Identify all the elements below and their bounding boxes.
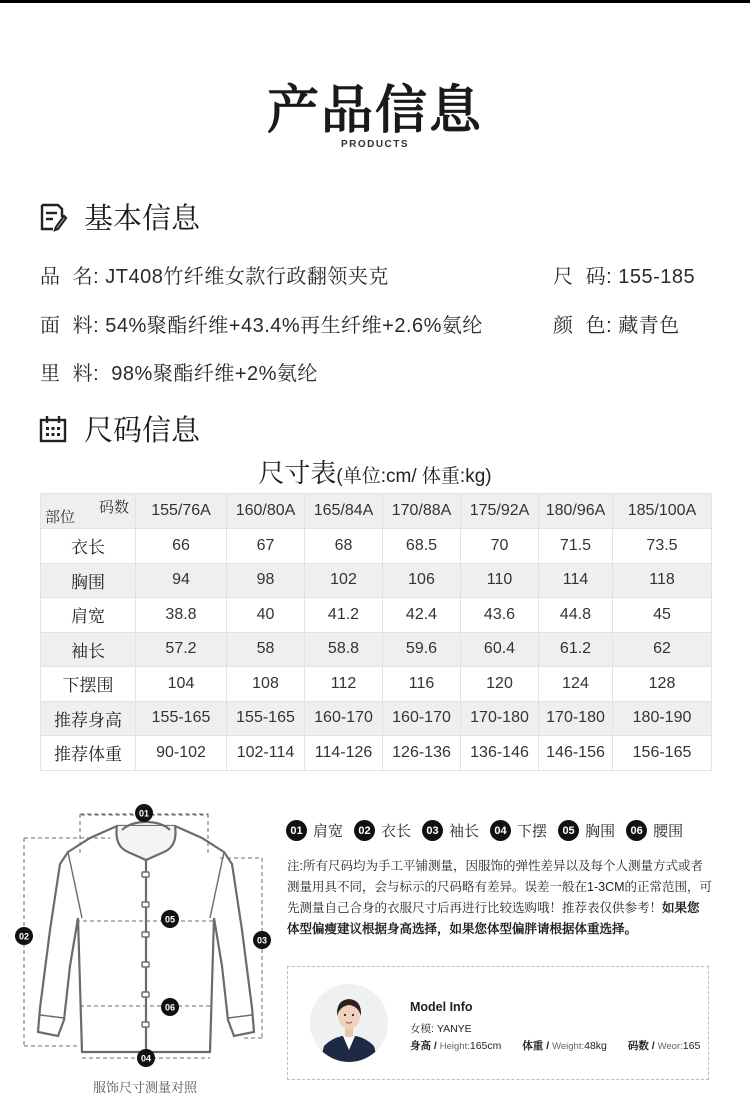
table-cell: 104 [136, 667, 227, 702]
model-name-label: 女模: [410, 1023, 434, 1035]
marker-04: 04 [140, 1053, 152, 1064]
model-name-value: YANYE [436, 1023, 472, 1035]
legend-item [422, 820, 479, 841]
table-cell: 44.8 [539, 598, 613, 633]
corner-size-label: 码数 [98, 499, 129, 516]
table-cell: 155-165 [227, 701, 305, 736]
table-cell: 118 [613, 563, 712, 598]
table-cell: 38.8 [136, 598, 227, 633]
row-label: 胸围 [41, 563, 136, 598]
table-cell: 120 [461, 667, 539, 702]
table-cell: 126-136 [383, 736, 461, 771]
table-cell: 136-146 [461, 736, 539, 771]
diagram-caption: 服饰尺寸测量对照 [92, 1080, 197, 1095]
table-row [41, 598, 712, 633]
row-label: 衣长 [41, 529, 136, 564]
fabric-label: 面 料: [40, 315, 100, 337]
measure-legend [286, 820, 694, 841]
table-cell: 71.5 [539, 529, 613, 564]
table-cell: 102-114 [227, 736, 305, 771]
table-cell: 114-126 [305, 736, 383, 771]
table-cell: 57.2 [136, 632, 227, 667]
model-name [410, 1021, 472, 1036]
table-row [41, 736, 712, 771]
color-value: 藏青色 [618, 315, 680, 337]
table-cell: 124 [539, 667, 613, 702]
legend-label: 袖长 [449, 823, 480, 840]
size-table-unit: (单位:cm/ 体重:kg) [336, 466, 492, 487]
table-cell: 102 [305, 563, 383, 598]
table-row [41, 701, 712, 736]
table-cell: 160-170 [383, 701, 461, 736]
corner-part-label: 部位 [45, 509, 76, 526]
size-table-caption [0, 453, 750, 490]
legend-number-badge: 03 [422, 820, 443, 841]
table-cell: 108 [227, 667, 305, 702]
table-cell: 62 [613, 632, 712, 667]
table-cell: 40 [227, 598, 305, 633]
table-cell: 41.2 [305, 598, 383, 633]
table-cell: 68.5 [383, 529, 461, 564]
size-range-row [553, 260, 695, 289]
legend-item [354, 820, 411, 841]
table-row [41, 563, 712, 598]
size-column-header: 185/100A [613, 494, 712, 529]
size-column-header: 165/84A [305, 494, 383, 529]
lining-value: 98%聚酯纤维+2%氨纶 [105, 363, 318, 385]
model-portrait-image [310, 984, 388, 1062]
jacket-measurement-diagram [10, 800, 280, 1070]
lining-row [40, 357, 318, 386]
model-height: 身高 / Height:165cm [410, 1040, 502, 1052]
row-label: 推荐身高 [41, 701, 136, 736]
table-cell: 170-180 [461, 701, 539, 736]
product-name-row [40, 260, 389, 289]
legend-number-badge: 05 [558, 820, 579, 841]
table-cell: 170-180 [539, 701, 613, 736]
color-label: 颜 色: [553, 315, 613, 337]
table-cell: 155-165 [136, 701, 227, 736]
table-cell: 112 [305, 667, 383, 702]
lining-label: 里 料: [40, 363, 100, 385]
table-row [41, 529, 712, 564]
table-cell: 90-102 [136, 736, 227, 771]
marker-02: 02 [18, 931, 30, 942]
legend-number-badge: 01 [286, 820, 307, 841]
table-row [41, 632, 712, 667]
model-weight: 体重 / Weight:48kg [522, 1040, 607, 1052]
product-name-value: JT408竹纤维女款行政翻领夹克 [105, 266, 389, 288]
model-avatar [310, 984, 388, 1062]
table-cell: 98 [227, 563, 305, 598]
row-label: 下摆围 [41, 667, 136, 702]
table-cell: 116 [383, 667, 461, 702]
table-cell: 45 [613, 598, 712, 633]
model-stats [410, 1038, 700, 1053]
legend-item [558, 820, 615, 841]
table-cell: 73.5 [613, 529, 712, 564]
legend-item [490, 820, 547, 841]
size-range-value: 155-185 [618, 266, 696, 288]
size-table-title: 尺寸表 [258, 458, 337, 488]
document-edit-icon [38, 202, 68, 232]
note-text: 注:所有尺码均为手工平铺测量，因服饰的弹性差异以及每个人测量方式或者测量用具不同，会与标示的尺码略有差异。误差一般在1-3CM的正常范围，可先测量自己合身的衣服尺寸后再进行比较选购哦！推荐表仅供参考！ [287, 859, 713, 915]
table-cell: 61.2 [539, 632, 613, 667]
page-title: 产品信息 [266, 82, 483, 140]
legend-label: 肩宽 [313, 823, 344, 840]
size-column-header: 180/96A [539, 494, 613, 529]
measure-note [287, 856, 712, 940]
basic-info-title: 基本信息 [84, 203, 201, 235]
table-cell: 180-190 [613, 701, 712, 736]
legend-item [626, 820, 683, 841]
marker-06: 06 [164, 1002, 176, 1013]
legend-label: 下摆 [517, 823, 548, 840]
table-cell: 94 [136, 563, 227, 598]
model-info-card [287, 966, 709, 1080]
fabric-value: 54%聚酯纤维+43.4%再生纤维+2.6%氨纶 [105, 315, 483, 337]
table-cell: 60.4 [461, 632, 539, 667]
table-cell: 58 [227, 632, 305, 667]
legend-label: 胸围 [585, 823, 616, 840]
table-cell: 106 [383, 563, 461, 598]
page-subtitle: PRODUCTS [340, 139, 410, 150]
size-column-header: 155/76A [136, 494, 227, 529]
table-row [41, 667, 712, 702]
color-row [553, 309, 680, 338]
legend-label: 衣长 [381, 823, 412, 840]
product-name-label: 品 名: [40, 266, 100, 288]
table-cell: 128 [613, 667, 712, 702]
marker-05: 05 [164, 914, 176, 925]
basic-info-heading [38, 196, 200, 237]
table-cell: 114 [539, 563, 613, 598]
size-column-header: 160/80A [227, 494, 305, 529]
size-column-header: 170/88A [383, 494, 461, 529]
row-label: 肩宽 [41, 598, 136, 633]
table-cell: 67 [227, 529, 305, 564]
table-cell: 70 [461, 529, 539, 564]
table-cell: 58.8 [305, 632, 383, 667]
marker-03: 03 [256, 935, 268, 946]
calendar-grid-icon [38, 414, 68, 444]
row-label: 推荐体重 [41, 736, 136, 771]
model-size: 码数 / Weor:165 [627, 1040, 701, 1052]
legend-number-badge: 06 [626, 820, 647, 841]
table-cell: 42.4 [383, 598, 461, 633]
table-cell: 146-156 [539, 736, 613, 771]
legend-item [286, 820, 343, 841]
table-cell: 59.6 [383, 632, 461, 667]
row-label: 袖长 [41, 632, 136, 667]
table-cell: 43.6 [461, 598, 539, 633]
table-cell: 160-170 [305, 701, 383, 736]
model-info-title: Model Info [410, 1000, 473, 1014]
table-cell: 66 [136, 529, 227, 564]
size-table [40, 493, 712, 771]
size-info-heading [38, 408, 200, 449]
legend-number-badge: 04 [490, 820, 511, 841]
size-column-header: 175/92A [461, 494, 539, 529]
size-info-title: 尺码信息 [84, 415, 201, 447]
table-cell: 156-165 [613, 736, 712, 771]
top-rule [0, 0, 750, 3]
size-range-label: 尺 码: [553, 266, 613, 288]
marker-01: 01 [138, 808, 150, 819]
fabric-row [40, 309, 483, 338]
table-corner-cell [41, 494, 136, 529]
note-bold-text: 如果您体型偏瘦建议根据身高选择，如果您体型偏胖请根据体重选择。 [287, 901, 700, 936]
table-cell: 110 [461, 563, 539, 598]
table-cell: 68 [305, 529, 383, 564]
legend-label: 腰围 [653, 823, 684, 840]
legend-number-badge: 02 [354, 820, 375, 841]
